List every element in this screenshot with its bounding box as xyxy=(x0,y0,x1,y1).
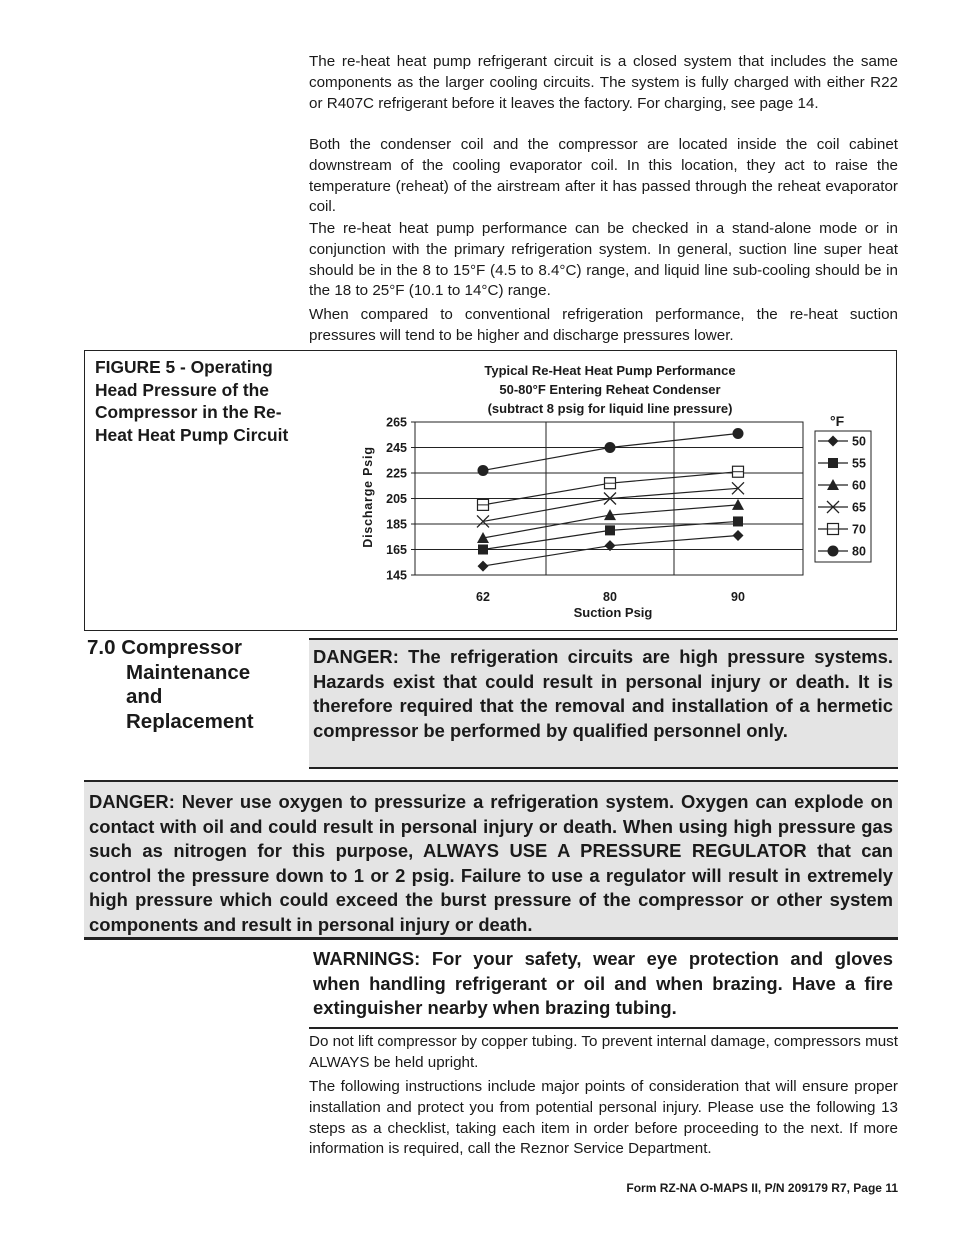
legend-label-60: 60 xyxy=(852,478,866,493)
x-axis-label: Suction Psig xyxy=(573,605,653,620)
data-point-80 xyxy=(605,442,616,453)
body-paragraph-2: The following instructions include major points of consideration that will ensure proper installation and protect you from potential personal injury. Please use the following 13 steps as a checklist, taking each item in order before proceeding to the next. If more information is required, call the Reznor Service Department. xyxy=(309,1078,898,1158)
page-footer: Form RZ-NA O-MAPS II, P/N 209179 R7, Page 11 xyxy=(626,1181,898,1195)
data-point-60 xyxy=(732,499,744,510)
danger-box-oxygen xyxy=(84,780,898,940)
data-point-55 xyxy=(733,516,743,526)
legend-title: °F xyxy=(830,413,845,429)
data-point-55 xyxy=(605,525,615,535)
section-title-line-2: Maintenance xyxy=(126,660,251,684)
section-title-line-4: Replacement xyxy=(126,709,254,733)
legend-label-70: 70 xyxy=(852,522,866,537)
intro-paragraph-2: Both the condenser coil and the compressor are located inside the coil cabinet downstream of the cooling evaporator coil. In this location, they act to raise the temperature (reheat) of the airstream after it has passed through the reheat evaporator coil. xyxy=(309,136,898,216)
body-paragraph-1: Do not lift compressor by copper tubing. To prevent internal damage, compressors must ALWAYS be held upright. xyxy=(309,1033,898,1071)
warning-box xyxy=(309,947,898,1029)
figure-caption: FIGURE 5 - Operating Head Pressure of the Compressor in the Re-Heat Heat Pump Circuit xyxy=(95,357,289,445)
danger-text-oxygen: DANGER: Never use oxygen to pressurize a refrigeration system. Oxygen can explode on contact with oil and could result in personal injury or death. When using high pressure gas such as nitrogen for this purpose, ALWAYS USE A PRESSURE REGULATOR that can control the pressure down to 1 or 2 psig. Failure to use a regulator will result in extremely high pressure which could exceed the burst pressure of the compressor or other system components and result in personal injury or death. xyxy=(89,791,893,935)
y-tick-label: 185 xyxy=(386,517,407,532)
danger-box-high-pressure xyxy=(309,638,898,769)
section-number: 7.0 xyxy=(87,636,116,659)
y-tick-label: 265 xyxy=(386,415,407,430)
y-tick-label: 205 xyxy=(386,492,407,506)
data-point-55 xyxy=(478,545,488,555)
legend-label-65: 65 xyxy=(852,500,866,515)
data-point-50 xyxy=(733,530,744,541)
legend-label-55: 55 xyxy=(852,456,866,471)
y-tick-label: 225 xyxy=(386,466,407,481)
data-point-80 xyxy=(478,465,489,476)
section-title-line-3: and xyxy=(126,685,163,708)
danger-text-high-pressure: DANGER: The refrigeration circuits are high pressure systems. Hazards exist that could result in personal injury or death. It is therefore required that the removal and installation of a hermetic compressor be performed by qualified personnel only. xyxy=(313,646,893,741)
y-tick-label: 145 xyxy=(386,568,407,583)
x-tick-label: 80 xyxy=(603,590,617,604)
y-tick-label: 165 xyxy=(386,543,407,557)
chart-subtitle-2: (subtract 8 psig for liquid line pressure) xyxy=(487,401,733,416)
x-tick-label: 90 xyxy=(731,590,745,604)
legend-label-50: 50 xyxy=(852,434,866,449)
data-point-65 xyxy=(477,515,489,527)
performance-chart xyxy=(350,410,890,628)
intro-paragraph-1: The re-heat heat pump refrigerant circuit is a closed system that includes the same components as the larger cooling circuits. The system is fully charged with either R22 or R407C refrigerant before it leaves the factory. For charging, see page 14. xyxy=(309,53,898,112)
intro-paragraph-4: When compared to conventional refrigeration performance, the re-heat suction pressures will tend to be higher and discharge pressures lower. xyxy=(309,306,898,344)
intro-paragraph-3: The re-heat heat pump performance can be checked in a stand-alone mode or in conjunction with the primary refrigeration system. In general, suction line super heat should be in the 8 to 15°F (4.5 to 8.4°C) range, and liquid line sub-cooling should be in the 18 to 25°F (10.1 to 14°C) range. xyxy=(309,220,898,300)
legend-label-80: 80 xyxy=(852,544,866,559)
legend-box xyxy=(815,431,871,562)
y-axis-label: Discharge Psig xyxy=(361,446,375,548)
legend-marker-80 xyxy=(828,546,839,557)
series-line-50 xyxy=(483,535,738,566)
section-title-line-1: Compressor xyxy=(121,636,242,659)
chart-subtitle-1: 50-80°F Entering Reheat Condenser xyxy=(499,382,721,397)
section-heading xyxy=(87,636,254,734)
data-point-80 xyxy=(733,428,744,439)
legend-marker-55 xyxy=(828,458,838,468)
y-tick-label: 245 xyxy=(386,441,407,455)
data-point-50 xyxy=(478,561,489,572)
x-tick-label: 62 xyxy=(476,590,490,604)
warning-text: WARNINGS: For your safety, wear eye protection and gloves when handling refrigerant or oil and when brazing. Have a fire extinguisher nearby when brazing tubing. xyxy=(313,948,893,1018)
chart-title: Typical Re-Heat Heat Pump Performance xyxy=(484,363,736,378)
